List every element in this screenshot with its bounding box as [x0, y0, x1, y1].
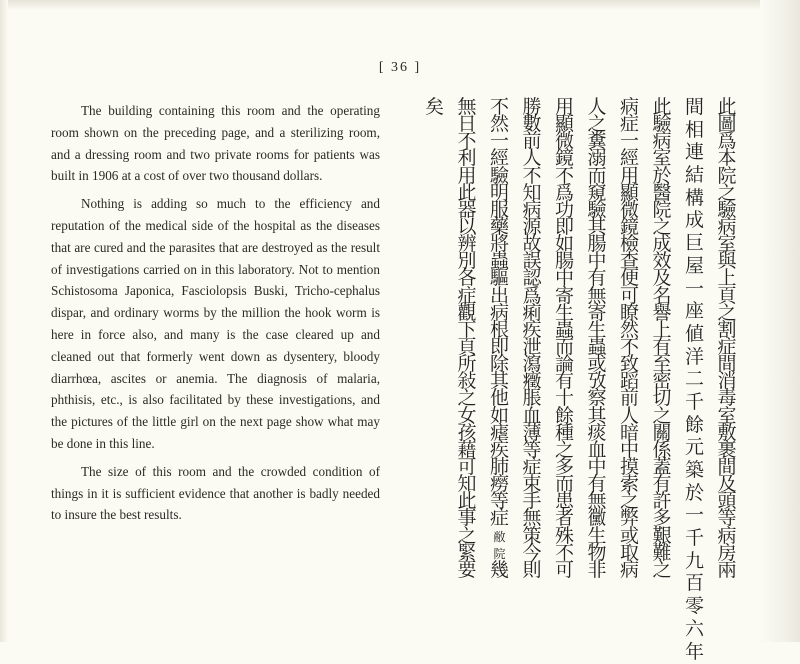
chinese-column-8: 不 然 一 經 驗 明 服 藥 將 蟲 驅 出 病 根 即 除 其 他 如 瘧 疾 肺 癆 等 症 敝 院 幾 — [489, 97, 509, 581]
page-edge-shadow-right — [760, 0, 800, 642]
chinese-column-9: 無 日 不 利 用 此 器 以 辨 別 各 症 觀 下 頁 所 敍 之 女 孩 藉 可 知 此 事 之 緊 要 — [457, 97, 477, 581]
page-edge-shadow-left — [0, 0, 8, 642]
chinese-text-block — [408, 97, 738, 663]
chinese-column-10: 矣 — [424, 97, 444, 118]
english-paragraph-3: The size of this room and the crowded condition of things in it is sufficient evidence that another is badly needed to insure the best results. — [51, 463, 380, 523]
page-number: [ 36 ] — [378, 60, 422, 75]
english-text-block — [51, 100, 380, 526]
chinese-column-6: 用 顯 微 鏡 不 爲 功 即 如 腸 中 寄 生 蟲 而 論 有 十 餘 種 之 多 而 患 者 殊 不 可 — [554, 97, 574, 581]
chinese-column-7: 勝 數 前 人 不 知 病 源 故 誤 認 爲 痢 疾 泄 瀉 癥 脹 血 薄 等 症 束 手 無 策 今 則 — [522, 97, 542, 581]
chinese-column-2: 間 相 連 結 構 成 巨 屋 一 座 値 洋 二 千 餘 元 築 於 一 千 九 百 零 六 年 — [684, 97, 704, 663]
english-paragraph-2: Nothing is adding so much to the efficiency and reputation of the medical side of the hospital as the diseases that are cured and the parasites that are destroyed as the result of investigations carried on in this laboratory. Not to mention Schistosoma Japonica, Fasciolopsis Buski, Tricho-cephalus dispar, and ordinary worms by the million the hook worm is here in force also, and many is the case cleared up and cleaned out that formerly went down as dysentery, bloody diarrhœa, ascites or anemia. The diagnosis of malaria, phthisis, etc., is also facilitated by these investigations, and the pictures of the little girl on the next page show what may be done in this line. — [51, 196, 380, 451]
chinese-column-5: 人 之 糞 溺 而 窺 驗 其 腸 中 有 無 寄 生 蟲 或 攷 察 其 痰 血 中 有 無 黴 生 物 非 — [587, 97, 607, 581]
page-edge-shadow-top — [0, 0, 800, 10]
chinese-column-4: 病 症 一 經 用 顯 微 鏡 檢 查 便 可 瞭 然 不 致 蹈 前 人 暗 中 摸 索 之 弊 或 取 病 — [619, 97, 639, 581]
english-paragraph-1: The building containing this room and the operating room shown on the preceding page, and a sterilizing room, and a dressing room and two private rooms for patients was built in 1906 at a cost of over two thousand dollars. — [51, 103, 380, 184]
chinese-column-3: 此 驗 病 室 於 醫 院 之 成 效 及 名 譽 上 有 至 密 切 之 關 係 蓋 有 許 多 艱 難 之 — [652, 97, 672, 581]
chinese-column-1: 此 圖 爲 本 院 之 驗 病 室 與 上 頁 之 割 症 間 消 毒 室 敷 裹 間 及 頭 等 病 房 兩 — [717, 97, 737, 581]
